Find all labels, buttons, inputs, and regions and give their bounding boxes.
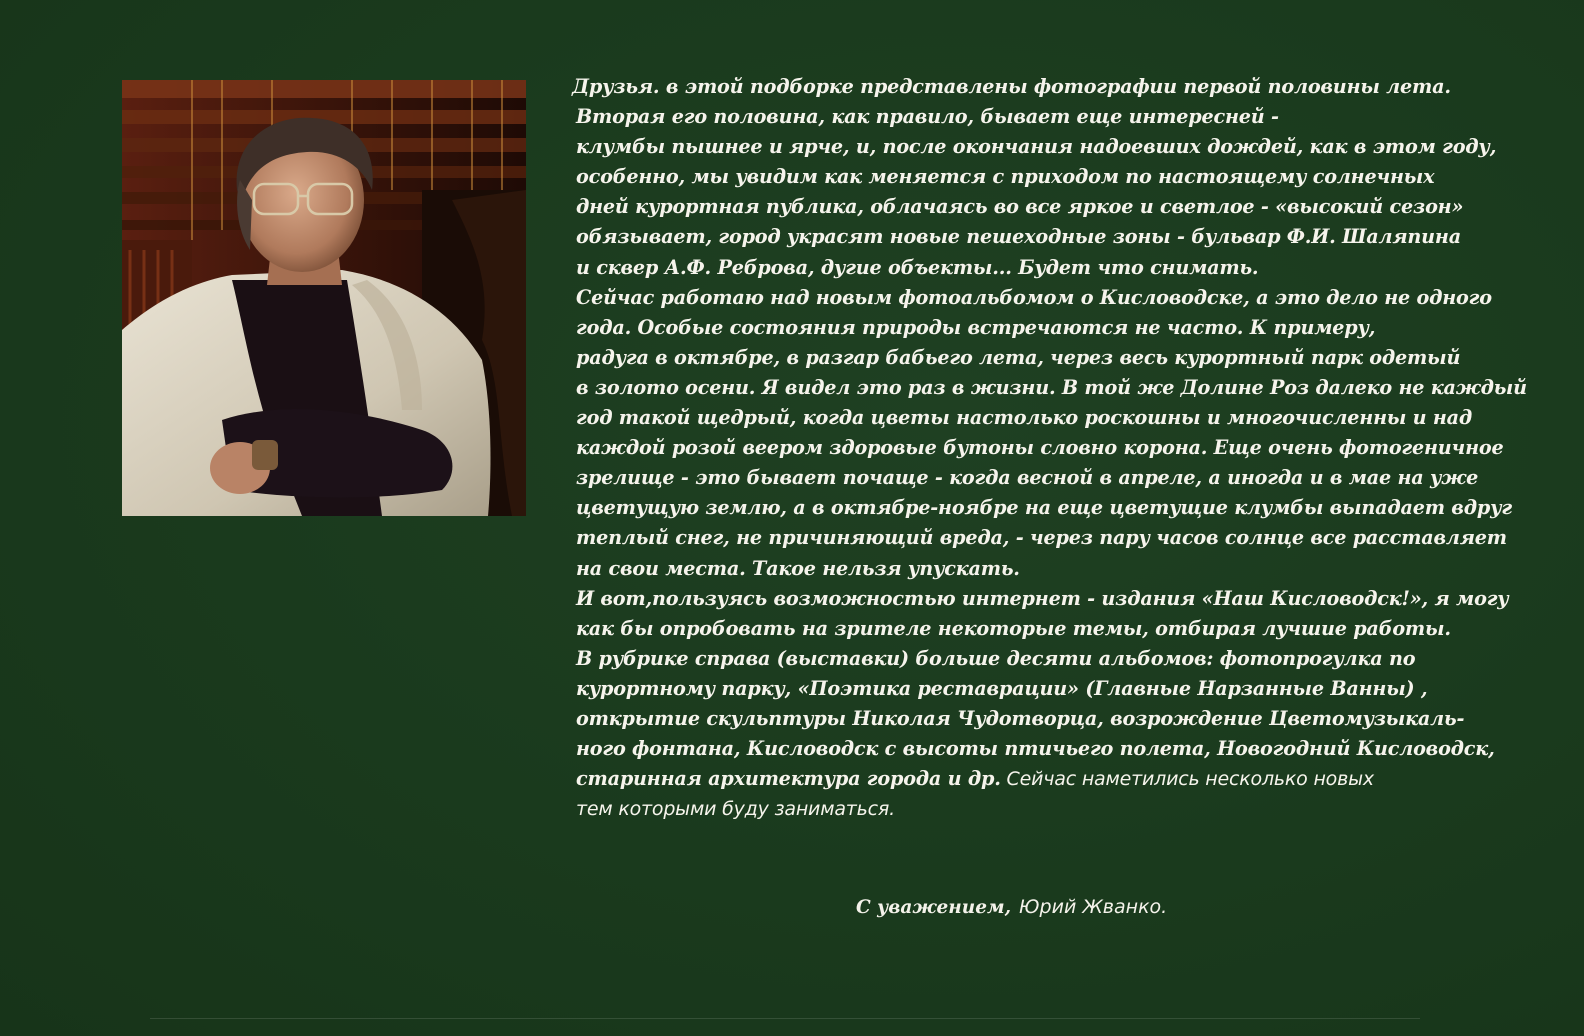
letter-line: Сейчас работаю над новым фотоальбомом о Кисловодске, а это дело не одного (576, 285, 1492, 309)
letter-line: на свои места. Такое нельзя упускать. (576, 556, 1020, 580)
letter-line: теплый снег, не причиняющий вреда, - через пару часов солнце все расставляет (576, 526, 1507, 550)
letter-line: зрелище - это бывает почаще - когда весной в апреле, а иногда и в мае на уже (576, 466, 1479, 490)
letter-line: клумбы пышнее и ярче, и, после окончания надоевших дождей, как в этом году, (576, 135, 1497, 159)
signature-name: Юрий Жванко. (1019, 896, 1168, 918)
letter-line: Друзья. в этой подборке представлены фотографии первой половины лета. (572, 75, 1451, 98)
signature (856, 896, 1167, 918)
letter-text (572, 72, 1536, 824)
author-portrait (122, 80, 526, 516)
bottom-divider (150, 1018, 1420, 1019)
letter-line: Вторая его половина, как правило, бывает еще интересней - (576, 105, 1279, 129)
author-portrait-image (122, 80, 526, 516)
letter-line: особенно, мы увидим как меняется с приходом по настоящему солнечных (576, 165, 1435, 189)
letter-line: каждой розой веером здоровые бутоны словно корона. Еще очень фотогеничное (576, 436, 1504, 460)
letter-line: курортному парку, «Поэтика реставрации» (Главные Нарзанные Ванны) , (576, 676, 1428, 700)
letter-line: тем которыми буду заниматься. (576, 798, 895, 821)
letter-line-bold: старинная архитектура города и др. (576, 767, 1001, 791)
letter-line: цветущую землю, а в октябре-ноябре на еще цветущие клумбы выпадает вдруг (576, 496, 1512, 520)
letter-line: ного фонтана, Кисловодск с высоты птичьего полета, Новогодний Кисловодск, (576, 737, 1495, 761)
letter-line: радуга в октябре, в разгар бабьего лета, через весь курортный парк одетый (576, 345, 1461, 369)
letter-line: В рубрике справа (выставки) больше десяти альбомов: фотопрогулка по (576, 646, 1416, 670)
letter-line (576, 764, 1536, 794)
letter-line: открытие скульптуры Николая Чудотворца, возрождение Цветомузыкаль- (576, 706, 1465, 730)
letter-line-tail: Сейчас наметились несколько новых (1000, 768, 1374, 791)
signature-greeting: С уважением, (856, 897, 1012, 918)
letter-line: и сквер А.Ф. Реброва, дугие объекты... Будет что снимать. (576, 255, 1259, 279)
letter-line: как бы опробовать на зрителе некоторые темы, отбирая лучшие работы. (576, 616, 1451, 640)
letter-line: дней курортная публика, облачаясь во все яркое и светлое - «высокий сезон» (576, 195, 1464, 219)
letter-line: года. Особые состояния природы встречаются не часто. К примеру, (576, 315, 1376, 339)
letter-line: год такой щедрый, когда цветы настолько роскошны и многочисленны и над (576, 406, 1473, 430)
letter-line: в золото осени. Я видел это раз в жизни. В той же Долине Роз далеко не каждый (576, 375, 1527, 399)
letter-line: обязывает, город украсят новые пешеходные зоны - бульвар Ф.И. Шаляпина (576, 225, 1461, 249)
letter-line: И вот,пользуясь возможностью интернет - издания «Наш Кисловодск!», я могу (576, 586, 1509, 610)
